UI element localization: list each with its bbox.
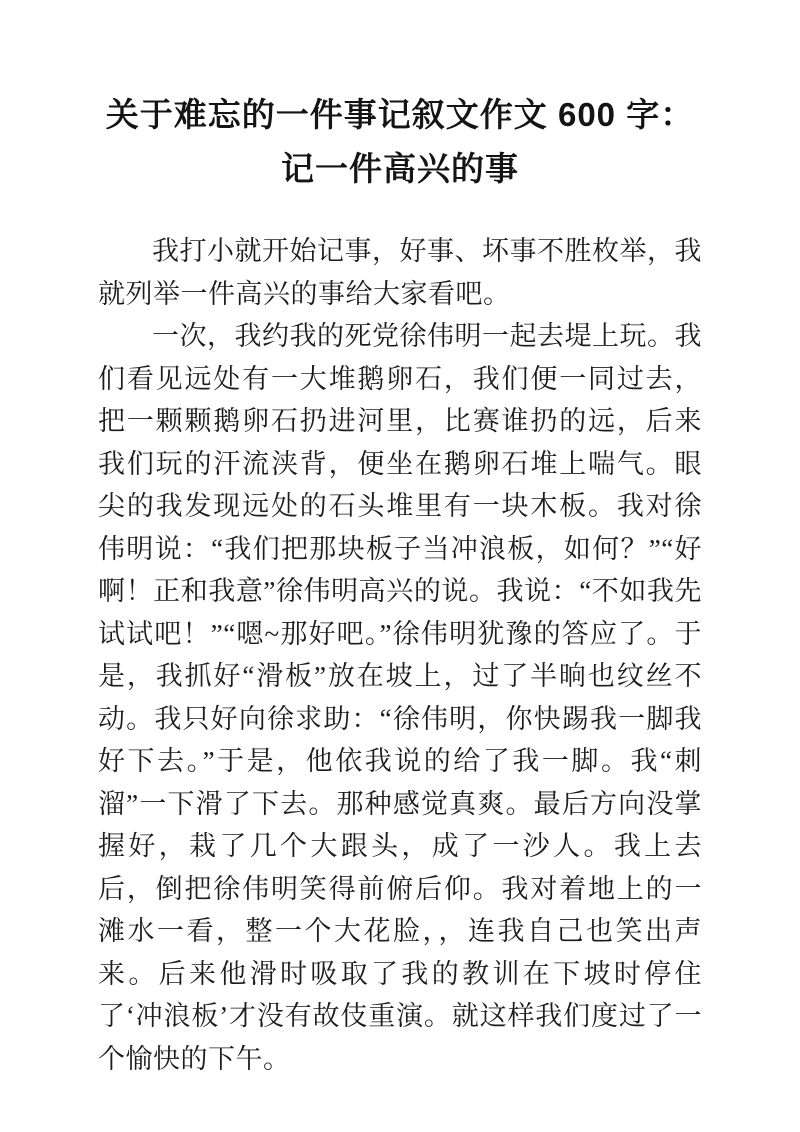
essay-paragraph-1: 我打小就开始记事，好事、坏事不胜枚举，我就列举一件高兴的事给大家看吧。 xyxy=(98,236,702,309)
essay-paragraph-2: 一次，我约我的死党徐伟明一起去堤上玩。我们看见远处有一大堆鹅卵石，我们便一同过去，把一颗颗鹅卵石扔进河里，比赛谁扔的远，后来我们玩的汗流浃背，便坐在鹅卵石堆上喘气。眼尖的我发现远处的石头堆里有一块木板。我对徐伟明说：“我们把那块板子当冲浪板，如何？”“好啊！正和我意”徐伟明高兴的说。我说：“不如我先试试吧！”“嗯~那好吧。”徐伟明犹豫的答应了。于是，我抓好“滑板”放在坡上，过了半晌也纹丝不动。我只好向徐求助：“徐伟明，你快踢我一脚我好下去。”于是，他依我说的给了我一脚。我“刺溜”一下滑了下去。那种感觉真爽。最后方向没掌握好，栽了几个大跟头，成了一沙人。我上去后，倒把徐伟明笑得前俯后仰。我对着地上的一滩水一看，整一个大花脸，，连我自己也笑出声来。后来他滑时吸取了我的教训在下坡时停住了‘冲浪板’才没有故伎重演。就这样我们度过了一个愉快的下午。 xyxy=(98,321,702,1074)
essay-body xyxy=(98,230,702,1080)
essay-title: 关于难忘的一件事记叙文作文 600 字：记一件高兴的事 xyxy=(105,96,695,187)
